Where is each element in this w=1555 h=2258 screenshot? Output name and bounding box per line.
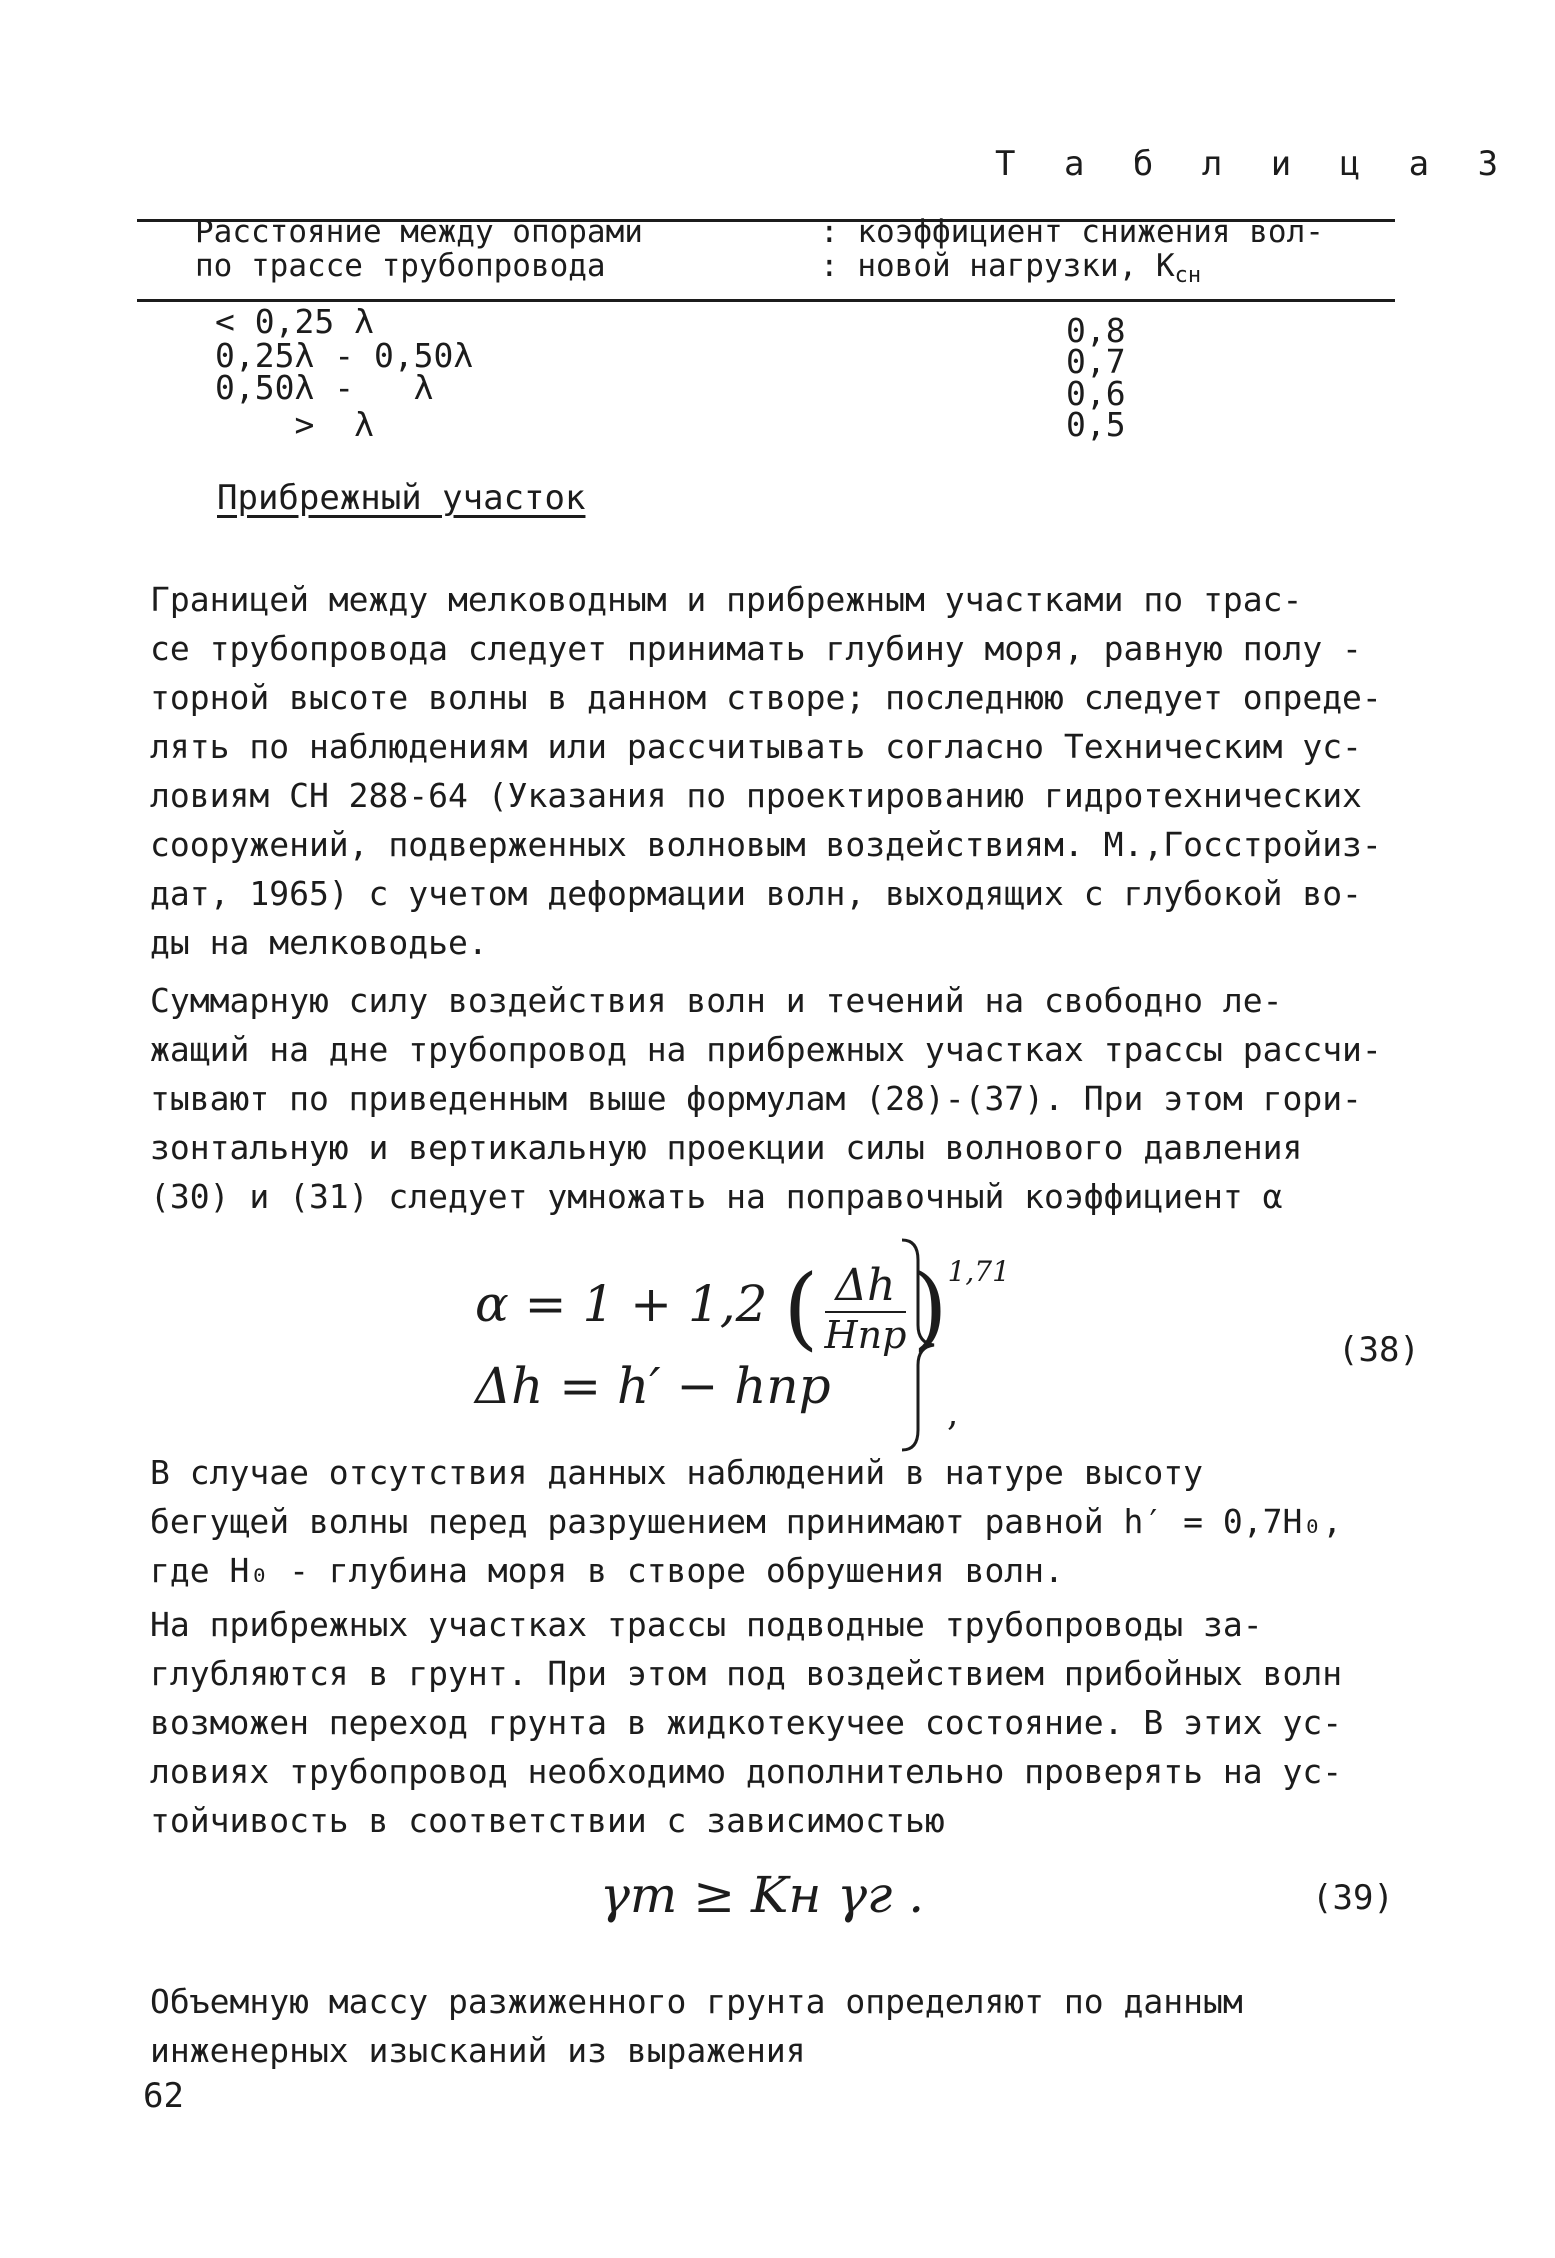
text-line: лять по наблюдениям или рассчитывать согласно Техническим ус-: [150, 727, 1362, 766]
table-row-coefficient: 0,8: [1066, 311, 1126, 350]
text-line: ды на мелководье.: [150, 923, 488, 962]
table-header-distance-line2: по трассе трубопровода: [195, 248, 606, 284]
text-line: жащий на дне трубопровод на прибрежных участках трассы рассчи-: [150, 1030, 1382, 1069]
table-header-coefficient-subscript: сн: [1174, 263, 1202, 288]
text-line: (30) и (31) следует умножать на поправочный коэффициент α: [150, 1177, 1283, 1216]
text-line: бегущей волны перед разрушением принимают равной h′ = 0,7H₀,: [150, 1502, 1343, 1541]
formula-38-numerator: Δh: [825, 1260, 907, 1313]
table-row-distance: > λ: [215, 405, 374, 444]
formula-38-lhs: α = 1 + 1,2: [475, 1275, 768, 1333]
text-line: тывают по приведенным выше формулам (28)-(37). При этом гори-: [150, 1079, 1362, 1118]
text-line: возможен переход грунта в жидкотекучее состояние. В этих ус-: [150, 1703, 1343, 1742]
text-line: ловиям СН 288-64 (Указания по проектированию гидротехнических: [150, 776, 1362, 815]
text-line: глубляются в грунт. При этом под воздействием прибойных волн: [150, 1654, 1343, 1693]
paragraph-burial: [150, 1600, 1410, 1845]
text-line: Объемную массу разжиженного грунта определяют по данным: [150, 1982, 1243, 2021]
text-line: торной высоте волны в данном створе; последнюю следует опреде-: [150, 678, 1382, 717]
text-line: Границей между мелководным и прибрежным участками по трас-: [150, 580, 1303, 619]
table-row-coefficient: 0,7: [1066, 342, 1126, 381]
text-line: В случае отсутствия данных наблюдений в натуре высоту: [150, 1453, 1203, 1492]
formula-39: γт ≥ Kн γг .: [600, 1866, 925, 1924]
formula-38-paren-close: ): [912, 1255, 948, 1361]
page-number: 62: [143, 2076, 184, 2116]
paragraph-soil-mass: [150, 1977, 1410, 2075]
table-header-coefficient-label: : новой нагрузки, К: [820, 248, 1175, 284]
text-line: ловиях трубопровод необходимо дополнительно проверять на ус-: [150, 1752, 1343, 1791]
equation-number-39: (39): [1312, 1878, 1394, 1918]
formula-38-paren-open: (: [783, 1255, 819, 1361]
equation-number-38: (38): [1338, 1330, 1420, 1370]
formula-38-comma: ,: [947, 1393, 959, 1434]
table-row-distance: 0,25λ - 0,50λ: [215, 336, 474, 375]
text-line: где H₀ - глубина моря в створе обрушения волн.: [150, 1551, 1064, 1590]
table-caption: Т а б л и ц а 3: [995, 144, 1513, 184]
table-header-coefficient-line1: : коэффициент снижения вол-: [820, 214, 1324, 250]
text-line: се трубопровода следует принимать глубину моря, равную полу -: [150, 629, 1362, 668]
formula-38-denominator: Hпр: [824, 1312, 907, 1357]
table-header-coefficient-line2: [820, 248, 1202, 291]
section-title: Прибрежный участок: [217, 478, 586, 518]
text-line: На прибрежных участках трассы подводные трубопроводы за-: [150, 1605, 1263, 1644]
table-row-coefficient: 0,6: [1066, 374, 1126, 413]
paragraph-total-force: [150, 976, 1410, 1221]
text-line: сооружений, подверженных волновым воздействиям. М.,Госстройиз-: [150, 825, 1382, 864]
table-row-coefficient: 0,5: [1066, 405, 1126, 444]
formula-38-delta-h: Δh = h′ − hпр: [475, 1357, 831, 1415]
text-line: Суммарную силу воздействия волн и течений на свободно ле-: [150, 981, 1283, 1020]
formula-38-exponent: 1,71: [947, 1255, 1010, 1288]
formula-38: [475, 1235, 1010, 1455]
table-row-distance: < 0,25 λ: [215, 302, 374, 341]
paragraph-wave-height: [150, 1448, 1410, 1595]
table-row-distance: 0,50λ - λ: [215, 368, 434, 407]
text-line: инженерных изысканий из выражения: [150, 2031, 806, 2070]
text-line: дат, 1965) с учетом деформации волн, выходящих с глубокой во-: [150, 874, 1362, 913]
table-header-distance-line1: Расстояние между опорами: [195, 214, 643, 250]
paragraph-shore-boundary: [150, 575, 1410, 967]
text-line: зонтальную и вертикальную проекции силы волнового давления: [150, 1128, 1303, 1167]
text-line: тойчивость в соответствии с зависимостью: [150, 1801, 945, 1840]
formula-38-brace: [890, 1235, 950, 1455]
